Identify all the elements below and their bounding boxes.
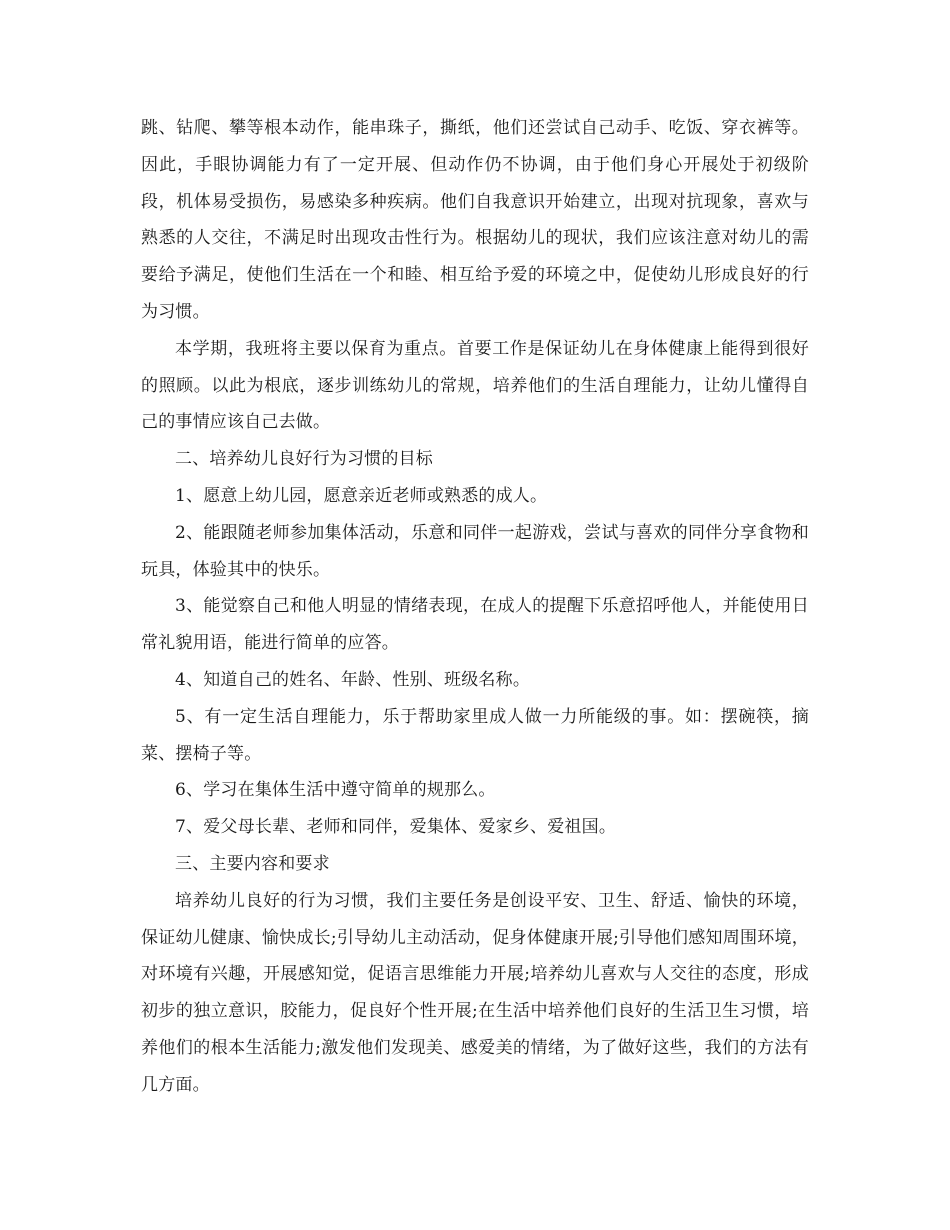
goal-item-2: 2、能跟随老师参加集体活动，乐意和同伴一起游戏，尝试与喜欢的同伴分享食物和玩具，体验其中的快乐。 [141,522,809,580]
goal-item-4: 4、知道自己的姓名、年龄、性别、班级名称。 [175,669,531,690]
section-heading-content: 三、主要内容和要求 [175,853,330,874]
document-body [141,110,809,1104]
paragraph-content-requirements: 培养幼儿良好的行为习惯，我们主要任务是创设平安、卫生、舒适、愉快的环境，保证幼儿健康、愉快成长;引导幼儿主动活动，促身体健康开展;引导他们感知周围环境，对环境有兴趣，开展感知觉，促语言思维能力开展;培养幼儿喜欢与人交往的态度，形成初步的独立意识，胶能力，促良好个性开展;在生活中培养他们良好的生活卫生习惯，培养他们的根本生活能力;激发他们发现美、感爱美的情绪，为了做好这些，我们的方法有几方面。 [141,890,809,1095]
goal-item-1: 1、愿意上幼儿园，愿意亲近老师或熟悉的成人。 [175,485,548,506]
goal-item-6: 6、学习在集体生活中遵守简单的规那么。 [175,780,496,801]
goal-item-5: 5、有一定生活自理能力，乐于帮助家里成人做一力所能级的事。如：摆碗筷，摘菜、摆椅子等。 [141,706,809,764]
goal-item-7: 7、爱父母长辈、老师和同伴，爱集体、爱家乡、爱祖国。 [175,817,617,838]
goal-item-3: 3、能觉察自己和他人明显的情绪表现，在成人的提醒下乐意招呼他人，并能使用日常礼貌用语，能进行简单的应答。 [141,596,809,654]
paragraph-semester-focus: 本学期，我班将主要以保育为重点。首要工作是保证幼儿在身体健康上能得到很好的照顾。以此为根底，逐步训练幼儿的常规，培养他们的生活自理能力，让幼儿懂得自己的事情应该自己去做。 [141,338,809,433]
paragraph-continuation: 跳、钻爬、攀等根本动作，能串珠子，撕纸，他们还尝试自己动手、吃饭、穿衣裤等。因此，手眼协调能力有了一定开展、但动作仍不协调，由于他们身心开展处于初级阶段，机体易受损伤，易感染多种疾病。他们自我意识开始建立，出现对抗现象，喜欢与熟悉的人交往，不满足时出现攻击性行为。根据幼儿的现状，我们应该注意对幼儿的需要给予满足，使他们生活在一个和睦、相互给予爱的环境之中，促使幼儿形成良好的行为习惯。 [141,118,809,322]
section-heading-goals: 二、培养幼儿良好行为习惯的目标 [175,449,433,470]
